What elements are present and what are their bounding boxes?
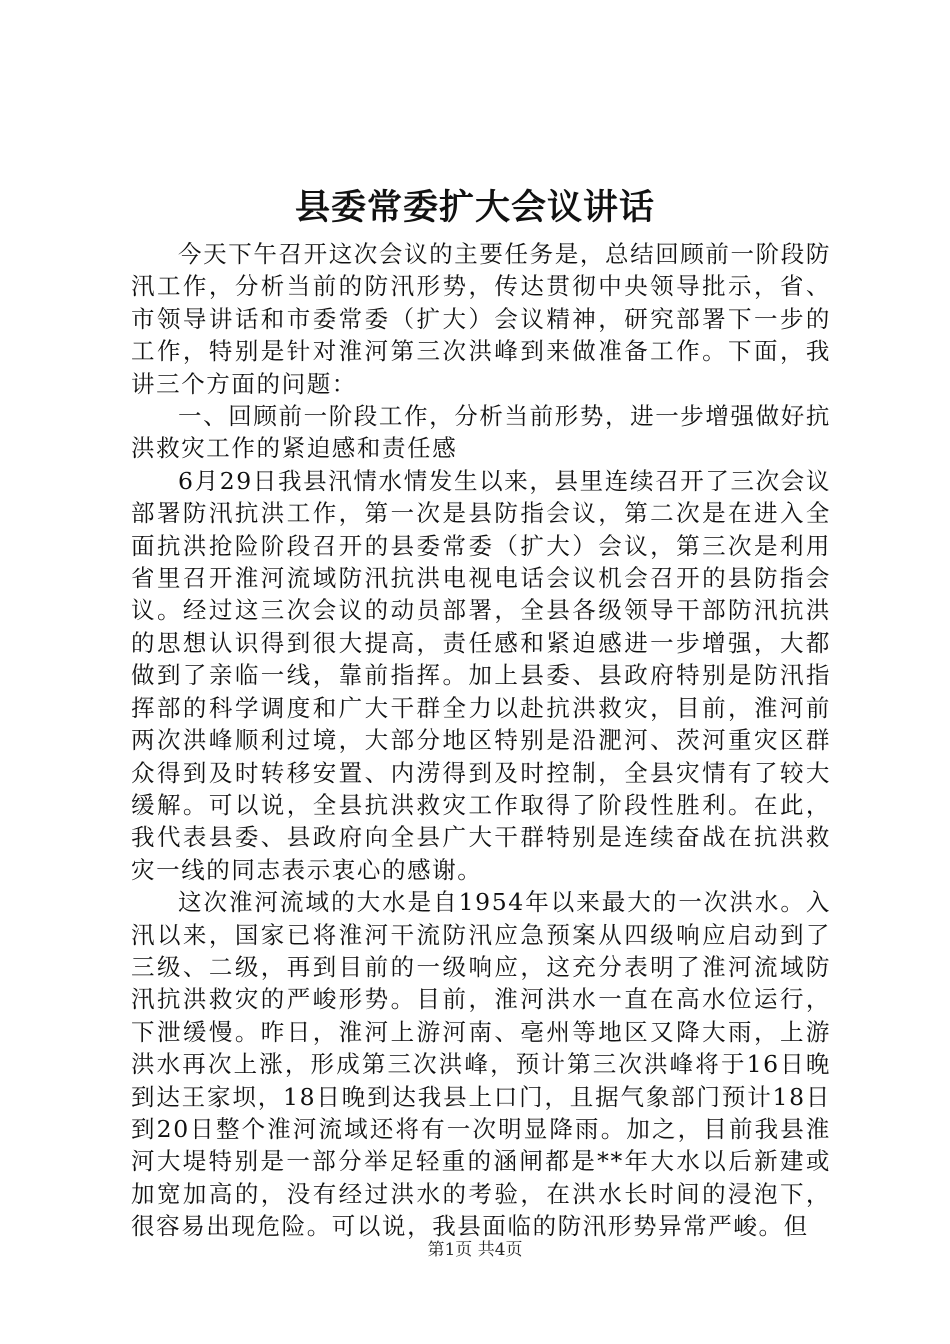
paragraph-section-heading: 一、回顾前一阶段工作，分析当前形势，进一步增强做好抗洪救灾工作的紧迫感和责任感 <box>131 402 831 463</box>
page-number-footer: 第1页 共4页 <box>427 1240 523 1260</box>
paragraph-situation: 这次淮河流域的大水是自1954年以来最大的一次洪水。入汛以来，国家已将淮河干流防汛应急预案从四级响应启动到了三级、二级，再到目前的一级响应，这充分表明了淮河流域防汛抗洪救灾的严峻形势。目前，淮河洪水一直在高水位运行，下泄缓慢。昨日，淮河上游河南、亳州等地区又降大雨，上游洪水再次上涨，形成第三次洪峰，预计第三次洪峰将于16日晚到达王家坝，18日晚到达我县上口门，且据气象部门预计18日到20日整个淮河流域还将有一次明显降雨。加之，目前我县淮河大堤特别是一部分举足轻重的涵闸都是**年大水以后新建或加宽加高的，没有经过洪水的考验，在洪水长时间的浸泡下，很容易出现危险。可以说，我县面临的防汛形势异常严峻。但 <box>131 888 831 1241</box>
document-body <box>131 238 831 1243</box>
paragraph-intro: 今天下午召开这次会议的主要任务是，总结回顾前一阶段防汛工作，分析当前的防汛形势，传达贯彻中央领导批示，省、市领导讲话和市委常委（扩大）会议精神，研究部署下一步的工作，特别是针对淮河第三次洪峰到来做准备工作。下面，我讲三个方面的问题： <box>131 240 831 398</box>
document-title: 县委常委扩大会议讲话 <box>294 187 655 228</box>
paragraph-review: 6月29日我县汛情水情发生以来，县里连续召开了三次会议部署防汛抗洪工作，第一次是县防指会议，第二次是在进入全面抗洪抢险阶段召开的县委常委（扩大）会议，第三次是利用省里召开淮河流域防汛抗洪电视电话会议机会召开的县防指会议。经过这三次会议的动员部署，全县各级领导干部防汛抗洪的思想认识得到很大提高，责任感和紧迫感进一步增强，大都做到了亲临一线，靠前指挥。加上县委、县政府特别是防汛指挥部的科学调度和广大干群全力以赴抗洪救灾，目前，淮河前两次洪峰顺利过境，大部分地区特别是沿淝河、茨河重灾区群众得到及时转移安置、内涝得到及时控制，全县灾情有了较大缓解。可以说，全县抗洪救灾工作取得了阶段性胜利。在此，我代表县委、县政府向全县广大干群特别是连续奋战在抗洪救灾一线的同志表示衷心的感谢。 <box>131 466 831 884</box>
